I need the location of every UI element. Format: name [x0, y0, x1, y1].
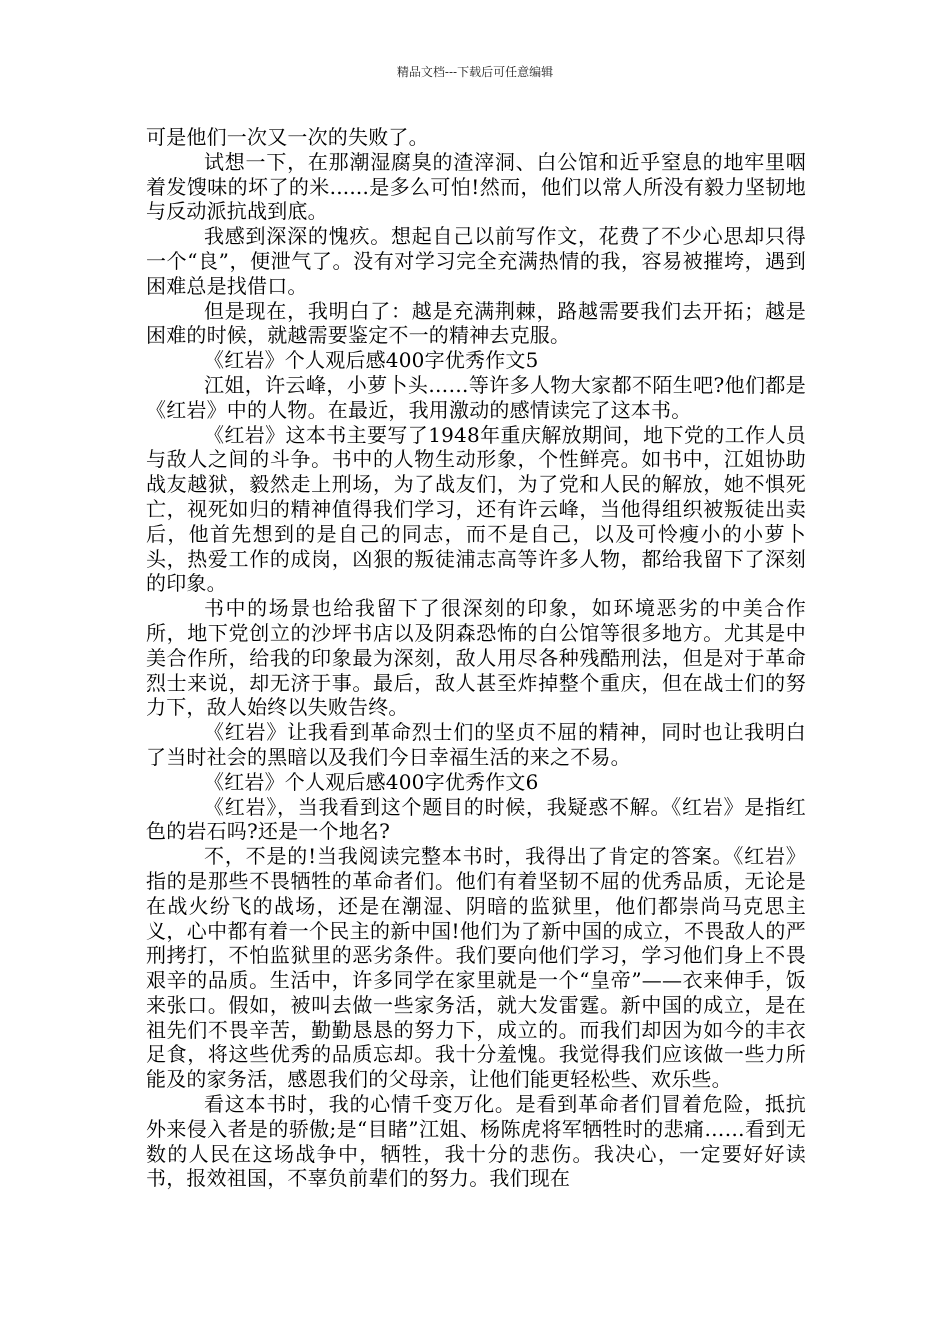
paragraph: 《红岩》，当我看到这个题目的时候，我疑惑不解。《红岩》是指红色的岩石吗?还是一个地名? — [146, 794, 806, 844]
paragraph: 《红岩》这本书主要写了1948年重庆解放期间，地下党的工作人员与敌人之间的斗争。书中的人物生动形象，个性鲜亮。如书中，江姐协助战友越狱，毅然走上刑场，为了战友们，为了党和人民的解放，她不惧死亡，视死如归的精神值得我们学习，还有许云峰，当他得组织被叛徒出卖后，他首先想到的是自己的同志，而不是自己，以及可怜瘦小的小萝卜头，热爱工作的成岗，凶狠的叛徒浦志高等许多人物，都给我留下了深刻的印象。 — [146, 422, 806, 596]
paragraph: 我感到深深的愧疚。想起自己以前写作文，花费了不少心思却只得一个“良”，便泄气了。没有对学习完全充满热情的我，容易被摧垮，遇到困难总是找借口。 — [146, 224, 806, 298]
paragraph: 看这本书时，我的心情千变万化。是看到革命者们冒着危险，抵抗外来侵入者是的骄傲;是“目睹”江姐、杨陈虎将军牺牲时的悲痛……看到无数的人民在这场战争中，牺牲，我十分的悲伤。我决心，一定要好好读书，报效祖国，不辜负前辈们的努力。我们现在 — [146, 1092, 806, 1191]
paragraph: 但是现在，我明白了：越是充满荆棘，路越需要我们去开拓；越是困难的时候，就越需要鉴定不一的精神去克服。 — [146, 298, 806, 348]
document-body — [146, 125, 806, 1191]
page-header: 精品文档---下载后可任意编辑 — [396, 65, 554, 79]
paragraph: 不，不是的!当我阅读完整本书时，我得出了肯定的答案。《红岩》指的是那些不畏牺牲的革命者们。他们有着坚韧不屈的优秀品质，无论是在战火纷飞的战场，还是在潮湿、阴暗的监狱里，他们都崇尚马克思主义，心中都有着一个民主的新中国!他们为了新中国的成立，不畏敌人的严刑拷打，不怕监狱里的恶劣条件。我们要向他们学习，学习他们身上不畏艰辛的品质。生活中，许多同学在家里就是一个“皇帝”——衣来伸手，饭来张口。假如，被叫去做一些家务活，就大发雷霆。新中国的成立，是在祖先们不畏辛苦，勤勤恳恳的努力下，成立的。而我们却因为如今的丰衣足食，将这些优秀的品质忘却。我十分羞愧。我觉得我们应该做一些力所能及的家务活，感恩我们的父母亲，让他们能更轻松些、欢乐些。 — [146, 844, 806, 1092]
essay-heading: 《红岩》个人观后感400字优秀作文6 — [204, 769, 539, 794]
paragraph: 书中的场景也给我留下了很深刻的印象，如环境恶劣的中美合作所，地下党创立的沙坪书店以及阴森恐怖的白公馆等很多地方。尤其是中美合作所，给我的印象最为深刻，敌人用尽各种残酷刑法，但是对于革命烈士来说，却无济于事。最后，敌人甚至炸掉整个重庆，但在战士们的努力下，敌人始终以失败告终。 — [146, 596, 806, 720]
paragraph: 江姐，许云峰，小萝卜头……等许多人物大家都不陌生吧?他们都是《红岩》中的人物。在最近，我用激动的感情读完了这本书。 — [146, 372, 806, 422]
paragraph: 试想一下，在那潮湿腐臭的渣滓洞、白公馆和近乎窒息的地牢里咽着发馊味的坏了的米......是多么可怕!然而，他们以常人所没有毅力坚韧地与反动派抗战到底。 — [146, 149, 806, 224]
paragraph: 《红岩》让我看到革命烈士们的坚贞不屈的精神，同时也让我明白了当时社会的黑暗以及我们今日幸福生活的来之不易。 — [146, 720, 806, 769]
essay-heading: 《红岩》个人观后感400字优秀作文5 — [204, 348, 539, 373]
paragraph: 可是他们一次又一次的失败了。 — [146, 125, 429, 149]
